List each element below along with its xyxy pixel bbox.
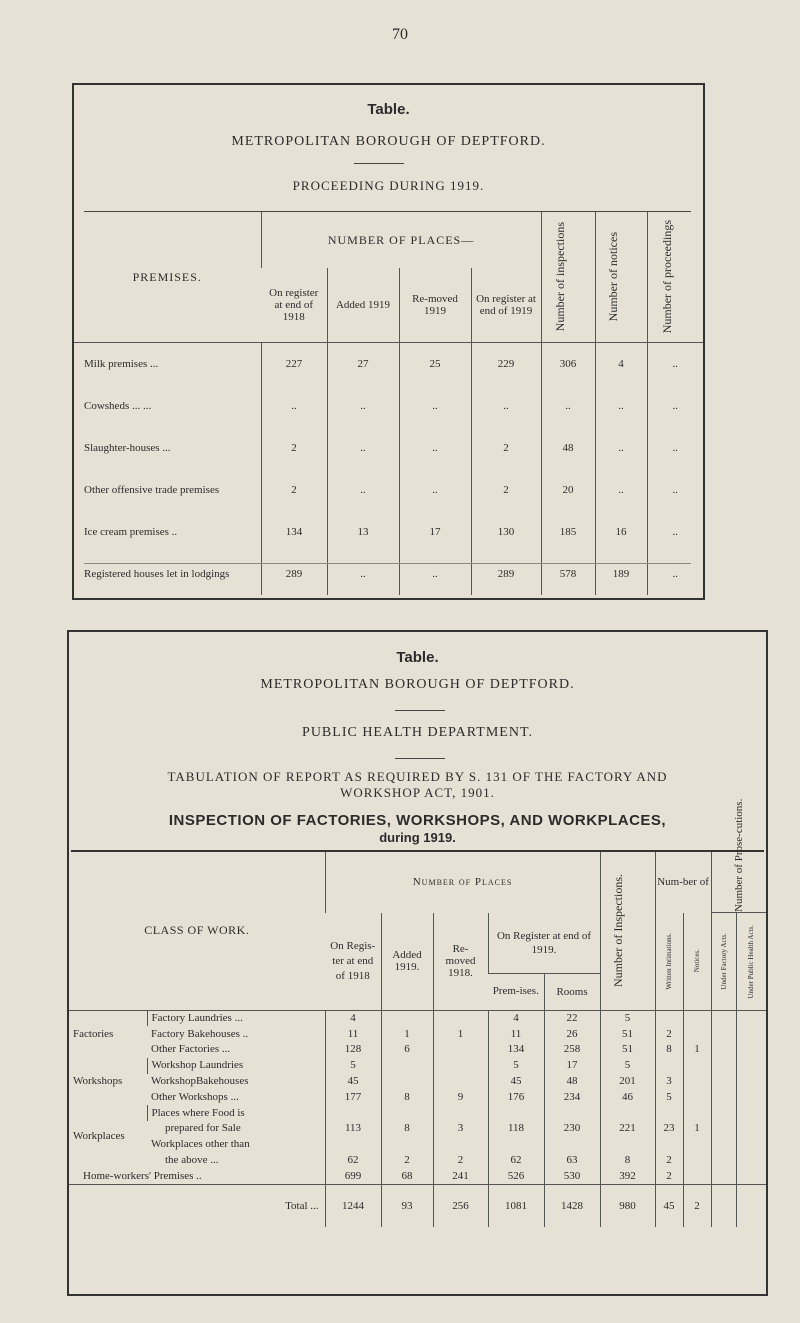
table2-cell-premises: 176 bbox=[488, 1089, 544, 1105]
table1-cell-added: 27 bbox=[327, 343, 399, 386]
table2-header-added: Added 1919. bbox=[381, 913, 433, 1011]
table2-cell-premises bbox=[488, 1105, 544, 1121]
table2-group-workplaces: Workplaces bbox=[73, 1130, 125, 1143]
table1-row bbox=[74, 469, 703, 511]
table1-cell-added: .. bbox=[327, 385, 399, 427]
table1-cell-reg1918: 289 bbox=[261, 553, 327, 595]
table2-cell-name: the above ... bbox=[165, 1154, 219, 1167]
table2-cell-inspections bbox=[600, 1137, 655, 1153]
table1-row bbox=[74, 385, 703, 427]
table2-cell-inspections: 5 bbox=[600, 1010, 655, 1026]
table2-cell-removed: 3 bbox=[433, 1121, 488, 1137]
table1-cell-proceedings: .. bbox=[647, 469, 703, 511]
table2-cell-inspections bbox=[600, 1105, 655, 1121]
table2-total-reg1918: 1244 bbox=[325, 1185, 381, 1228]
table2-cell-rooms bbox=[544, 1105, 600, 1121]
table1-header-premises: PREMISES. bbox=[74, 212, 261, 343]
table1-cell-proceedings: .. bbox=[647, 553, 703, 595]
table2-cell-notices bbox=[683, 1010, 711, 1026]
table2-cell-removed bbox=[433, 1105, 488, 1121]
table2-total-added: 93 bbox=[381, 1185, 433, 1228]
table2-header-class: CLASS OF WORK. bbox=[69, 852, 325, 1010]
table2-cell-removed: 9 bbox=[433, 1089, 488, 1105]
table2-header-factory-acts: Under Factory Acts. bbox=[711, 913, 736, 1011]
table2-cell-added bbox=[381, 1074, 433, 1090]
table2-cell-premises: 62 bbox=[488, 1153, 544, 1169]
table1-row bbox=[74, 427, 703, 469]
table1-cell-premises: Registered houses let in lodgings bbox=[84, 568, 230, 580]
table2-total-notices: 2 bbox=[683, 1185, 711, 1228]
table2-cell-reg1918: 62 bbox=[325, 1153, 381, 1169]
table2-cell-removed bbox=[433, 1137, 488, 1153]
table2-cell-reg1918 bbox=[325, 1137, 381, 1153]
table2-cell-inspections: 5 bbox=[600, 1058, 655, 1074]
table1-cell-reg1918: 134 bbox=[261, 511, 327, 553]
table2-cell-name: WorkshopBakehouses bbox=[151, 1075, 249, 1088]
table2-cell-written: 2 bbox=[655, 1168, 683, 1184]
table2-cell-reg1918: 699 bbox=[325, 1168, 381, 1184]
table2-cell-written bbox=[655, 1137, 683, 1153]
table1-cell-removed: .. bbox=[399, 427, 471, 469]
table2-cell-rooms: 17 bbox=[544, 1058, 600, 1074]
table2-cell-factory_acts bbox=[711, 1089, 736, 1105]
table1-header-added: Added 1919 bbox=[327, 268, 399, 343]
table2-cell-name: Workplaces other than bbox=[151, 1138, 250, 1151]
table2-cell-notices bbox=[683, 1137, 711, 1153]
table2-cell-premises: 45 bbox=[488, 1074, 544, 1090]
table2-cell-written bbox=[655, 1105, 683, 1121]
table2-cell-added: 8 bbox=[381, 1121, 433, 1137]
table2-cell-public_health bbox=[736, 1058, 766, 1074]
table1-label: Table. bbox=[367, 101, 410, 118]
table1-cell-inspections: 20 bbox=[541, 469, 595, 511]
table1-cell-reg1918: 227 bbox=[261, 343, 327, 386]
table2-cell-inspections: 392 bbox=[600, 1168, 655, 1184]
table1-cell-inspections: 306 bbox=[541, 343, 595, 386]
table1-cell-premises: Other offensive trade premises bbox=[84, 484, 220, 496]
table1-cell-removed: .. bbox=[399, 553, 471, 595]
table2-cell-premises: 11 bbox=[488, 1026, 544, 1042]
table2-cell-rooms: 63 bbox=[544, 1153, 600, 1169]
table2-total-written: 45 bbox=[655, 1185, 683, 1228]
table2-cell-written: 5 bbox=[655, 1089, 683, 1105]
table2-frame bbox=[67, 630, 768, 1296]
table2-cell-name: Workshop Laundries bbox=[147, 1058, 325, 1074]
table2-cell-notices: 1 bbox=[683, 1042, 711, 1058]
table1-header-reg1918: On register at end of 1918 bbox=[261, 268, 327, 343]
table2-cell-notices bbox=[683, 1168, 711, 1184]
table2-cell-removed: 241 bbox=[433, 1168, 488, 1184]
table2-cell-written: 3 bbox=[655, 1074, 683, 1090]
table2-header-prosecutions: Number of Prose-cutions. bbox=[711, 852, 766, 913]
table2-borough: METROPOLITAN BOROUGH OF DEPTFORD. bbox=[260, 677, 575, 692]
table1-cell-notices: 16 bbox=[595, 511, 647, 553]
table1 bbox=[74, 212, 703, 595]
table2-cell-factory_acts bbox=[711, 1137, 736, 1153]
table1-cell-notices: .. bbox=[595, 385, 647, 427]
table2-cell-reg1918: 177 bbox=[325, 1089, 381, 1105]
table2-header-inspections: Number of Inspections. bbox=[600, 852, 655, 1010]
table2-cell-removed bbox=[433, 1074, 488, 1090]
table2-cell-rooms: 22 bbox=[544, 1010, 600, 1026]
table2-cell-added bbox=[381, 1058, 433, 1074]
table2-cell-added: 8 bbox=[381, 1089, 433, 1105]
table2-header-places: Number of Places bbox=[325, 852, 600, 913]
table2-cell-written bbox=[655, 1058, 683, 1074]
table2-cell-removed: 2 bbox=[433, 1153, 488, 1169]
table1-cell-reg1919: 229 bbox=[471, 343, 541, 386]
table1-cell-reg1918: .. bbox=[261, 385, 327, 427]
table2-cell-public_health bbox=[736, 1089, 766, 1105]
table2-cell-premises: 118 bbox=[488, 1121, 544, 1137]
table2-cell-added: 68 bbox=[381, 1168, 433, 1184]
table2-cell-notices: 1 bbox=[683, 1121, 711, 1137]
table2-cell-premises: 5 bbox=[488, 1058, 544, 1074]
table1-cell-inspections: 48 bbox=[541, 427, 595, 469]
table2-row bbox=[69, 1010, 766, 1026]
table2-header-public-health: Under Public Health Acts. bbox=[736, 913, 766, 1011]
table2-cell-premises bbox=[488, 1137, 544, 1153]
table2-cell-name: prepared for Sale bbox=[165, 1122, 241, 1135]
table2-cell-public_health bbox=[736, 1137, 766, 1153]
table1-header-removed: Re-moved 1919 bbox=[399, 268, 471, 343]
table2-cell-notices bbox=[683, 1026, 711, 1042]
table2-cell-name: Places where Food is bbox=[147, 1105, 325, 1121]
table2-cell-name: Home-workers' Premises .. bbox=[83, 1169, 202, 1182]
table2-cell-written: 8 bbox=[655, 1042, 683, 1058]
table2-cell-reg1918: 113 bbox=[325, 1121, 381, 1137]
table2-cell-factory_acts bbox=[711, 1105, 736, 1121]
table2-cell-reg1918: 11 bbox=[325, 1026, 381, 1042]
table2-cell-notices bbox=[683, 1153, 711, 1169]
table2-header-removed: Re-moved 1918. bbox=[433, 913, 488, 1011]
table1-cell-proceedings: .. bbox=[647, 427, 703, 469]
table2-cell-premises: 134 bbox=[488, 1042, 544, 1058]
table2-cell-public_health bbox=[736, 1153, 766, 1169]
table2-total-row bbox=[69, 1185, 766, 1228]
table2-total-public_health bbox=[736, 1185, 766, 1228]
table2-cell-added bbox=[381, 1137, 433, 1153]
table2-cell-written: 2 bbox=[655, 1153, 683, 1169]
table1-header-places: NUMBER OF PLACES— bbox=[261, 212, 541, 268]
table1-cell-reg1918: 2 bbox=[261, 469, 327, 511]
table2-label: Table. bbox=[396, 649, 439, 666]
table2-cell-factory_acts bbox=[711, 1026, 736, 1042]
table2-cell-removed: 1 bbox=[433, 1026, 488, 1042]
table2-row bbox=[69, 1074, 766, 1090]
table2-cell-reg1918: 128 bbox=[325, 1042, 381, 1058]
table1-cell-premises: Slaughter-houses ... bbox=[84, 442, 171, 454]
table2-cell-removed bbox=[433, 1058, 488, 1074]
table2-cell-public_health bbox=[736, 1074, 766, 1090]
table2-row bbox=[69, 1105, 766, 1121]
table2-cell-reg1918: 4 bbox=[325, 1010, 381, 1026]
table2-total-premises: 1081 bbox=[488, 1185, 544, 1228]
table2-cell-name: Factory Bakehouses .. bbox=[151, 1027, 249, 1040]
table2-header-rooms: Rooms bbox=[544, 973, 600, 1010]
table2-cell-reg1918: 5 bbox=[325, 1058, 381, 1074]
table2-department: PUBLIC HEALTH DEPARTMENT. bbox=[302, 725, 533, 740]
table2-cell-public_health bbox=[736, 1042, 766, 1058]
table2-cell-factory_acts bbox=[711, 1153, 736, 1169]
table2-row bbox=[69, 1042, 766, 1058]
table1-cell-notices: .. bbox=[595, 469, 647, 511]
table2-cell-public_health bbox=[736, 1010, 766, 1026]
table2-cell-factory_acts bbox=[711, 1058, 736, 1074]
table2-cell-premises: 4 bbox=[488, 1010, 544, 1026]
table2-cell-factory_acts bbox=[711, 1042, 736, 1058]
table1-cell-proceedings: .. bbox=[647, 385, 703, 427]
table2-cell-rooms: 26 bbox=[544, 1026, 600, 1042]
page-number: 70 bbox=[392, 26, 408, 43]
table2-cell-notices bbox=[683, 1074, 711, 1090]
table1-row bbox=[74, 343, 703, 386]
table1-cell-removed: .. bbox=[399, 385, 471, 427]
table1-cell-proceedings: .. bbox=[647, 343, 703, 386]
table2-header-number-of: Num-ber of bbox=[655, 852, 711, 913]
table2-row bbox=[69, 1168, 766, 1184]
table2-total-inspections: 980 bbox=[600, 1185, 655, 1228]
table2-cell-added: 1 bbox=[381, 1026, 433, 1042]
table2-total-label: Total ... bbox=[69, 1185, 325, 1228]
table2-total-factory_acts bbox=[711, 1185, 736, 1228]
table2-group-workshops: Workshops bbox=[73, 1075, 123, 1088]
table2-cell-name: Other Factories ... bbox=[151, 1043, 231, 1056]
table2-cell-removed bbox=[433, 1010, 488, 1026]
table2-cell-factory_acts bbox=[711, 1121, 736, 1137]
table2-cell-written: 23 bbox=[655, 1121, 683, 1137]
table2-header-reg1918: On Regis-ter at end of 1918 bbox=[325, 913, 381, 1011]
table2-cell-written: 2 bbox=[655, 1026, 683, 1042]
table2-cell-factory_acts bbox=[711, 1168, 736, 1184]
table1-cell-removed: 17 bbox=[399, 511, 471, 553]
table2-divider-2 bbox=[395, 758, 445, 759]
table2-cell-added bbox=[381, 1010, 433, 1026]
table2-cell-factory_acts bbox=[711, 1074, 736, 1090]
table1-header-inspections: Number of inspections bbox=[541, 212, 595, 343]
table1-cell-notices: 189 bbox=[595, 553, 647, 595]
table1-cell-added: 13 bbox=[327, 511, 399, 553]
table1-cell-reg1919: 2 bbox=[471, 427, 541, 469]
table2-cell-public_health bbox=[736, 1105, 766, 1121]
table1-cell-added: .. bbox=[327, 553, 399, 595]
table1-cell-removed: 25 bbox=[399, 343, 471, 386]
table1-header-reg1919: On register at end of 1919 bbox=[471, 268, 541, 343]
table2-cell-notices bbox=[683, 1105, 711, 1121]
table2-cell-rooms: 530 bbox=[544, 1168, 600, 1184]
table1-cell-proceedings: .. bbox=[647, 511, 703, 553]
table2-row bbox=[69, 1137, 766, 1153]
table2-cell-notices bbox=[683, 1058, 711, 1074]
table2-row bbox=[69, 1026, 766, 1042]
table2-row bbox=[69, 1089, 766, 1105]
table2-cell-public_health bbox=[736, 1121, 766, 1137]
table2-header-written: Written Intimations. bbox=[655, 913, 683, 1011]
table2-row bbox=[69, 1153, 766, 1169]
table1-divider bbox=[354, 163, 404, 164]
table2-inspection-title: INSPECTION OF FACTORIES, WORKSHOPS, AND WORKPLACES, bbox=[168, 812, 667, 829]
table2-tabulation: TABULATION OF REPORT AS REQUIRED BY S. 131 OF THE FACTORY AND WORKSHOP ACT, 1901. bbox=[167, 769, 668, 800]
table2-cell-factory_acts bbox=[711, 1010, 736, 1026]
table2-cell-rooms: 258 bbox=[544, 1042, 600, 1058]
table1-cell-reg1919: 130 bbox=[471, 511, 541, 553]
table2-cell-inspections: 46 bbox=[600, 1089, 655, 1105]
table1-cell-reg1918: 2 bbox=[261, 427, 327, 469]
table2-header-notices: Notices. bbox=[683, 913, 711, 1011]
table2-cell-rooms bbox=[544, 1137, 600, 1153]
table1-subtitle: PROCEEDING DURING 1919. bbox=[292, 178, 485, 193]
table2-row bbox=[69, 1058, 766, 1074]
table1-borough: METROPOLITAN BOROUGH OF DEPTFORD. bbox=[231, 134, 546, 149]
table1-cell-reg1919: 2 bbox=[471, 469, 541, 511]
table2-during: during 1919. bbox=[379, 830, 456, 845]
table2-cell-inspections: 221 bbox=[600, 1121, 655, 1137]
table2-cell-public_health bbox=[736, 1026, 766, 1042]
table2-cell-public_health bbox=[736, 1168, 766, 1184]
table2-cell-inspections: 8 bbox=[600, 1153, 655, 1169]
table2-group-factories: Factories bbox=[73, 1027, 114, 1040]
table1-cell-inspections: 578 bbox=[541, 553, 595, 595]
table2-cell-rooms: 48 bbox=[544, 1074, 600, 1090]
table1-cell-inspections: .. bbox=[541, 385, 595, 427]
table2-cell-added: 6 bbox=[381, 1042, 433, 1058]
table2-total-removed: 256 bbox=[433, 1185, 488, 1228]
table2-total-rooms: 1428 bbox=[544, 1185, 600, 1228]
table2-header-premises: Prem-ises. bbox=[488, 973, 544, 1010]
table2-cell-notices bbox=[683, 1089, 711, 1105]
table1-header-notices: Number of notices bbox=[595, 212, 647, 343]
table1-bottom-rule bbox=[84, 563, 691, 564]
table2-cell-name: Other Workshops ... bbox=[151, 1090, 239, 1103]
table2-cell-premises: 526 bbox=[488, 1168, 544, 1184]
table1-cell-notices: 4 bbox=[595, 343, 647, 386]
table1-cell-added: .. bbox=[327, 427, 399, 469]
table2-row bbox=[69, 1121, 766, 1137]
table1-row bbox=[74, 553, 703, 595]
table2-cell-added: 2 bbox=[381, 1153, 433, 1169]
table2-cell-reg1918 bbox=[325, 1105, 381, 1121]
table1-row bbox=[74, 511, 703, 553]
table1-cell-reg1919: .. bbox=[471, 385, 541, 427]
table1-cell-premises: Cowsheds ... ... bbox=[84, 400, 152, 412]
table2-cell-rooms: 234 bbox=[544, 1089, 600, 1105]
table2-cell-removed bbox=[433, 1042, 488, 1058]
table1-cell-premises: Milk premises ... bbox=[84, 358, 159, 370]
table2-header-reg1919: On Register at end of 1919. bbox=[488, 913, 600, 974]
table2-cell-inspections: 201 bbox=[600, 1074, 655, 1090]
table2-cell-rooms: 230 bbox=[544, 1121, 600, 1137]
table1-cell-notices: .. bbox=[595, 427, 647, 469]
table1-header-proceedings: Number of proceedings bbox=[647, 212, 703, 343]
table2-cell-inspections: 51 bbox=[600, 1042, 655, 1058]
table2-cell-reg1918: 45 bbox=[325, 1074, 381, 1090]
table1-cell-inspections: 185 bbox=[541, 511, 595, 553]
table2-cell-added bbox=[381, 1105, 433, 1121]
table2-cell-inspections: 51 bbox=[600, 1026, 655, 1042]
table2-cell-name: Factory Laundries ... bbox=[147, 1010, 325, 1026]
table1-frame bbox=[72, 83, 705, 600]
table1-cell-premises: Ice cream premises .. bbox=[84, 526, 178, 538]
table1-cell-reg1919: 289 bbox=[471, 553, 541, 595]
table1-cell-removed: .. bbox=[399, 469, 471, 511]
table2-divider-1 bbox=[395, 710, 445, 711]
table2-cell-written bbox=[655, 1010, 683, 1026]
table1-cell-added: .. bbox=[327, 469, 399, 511]
